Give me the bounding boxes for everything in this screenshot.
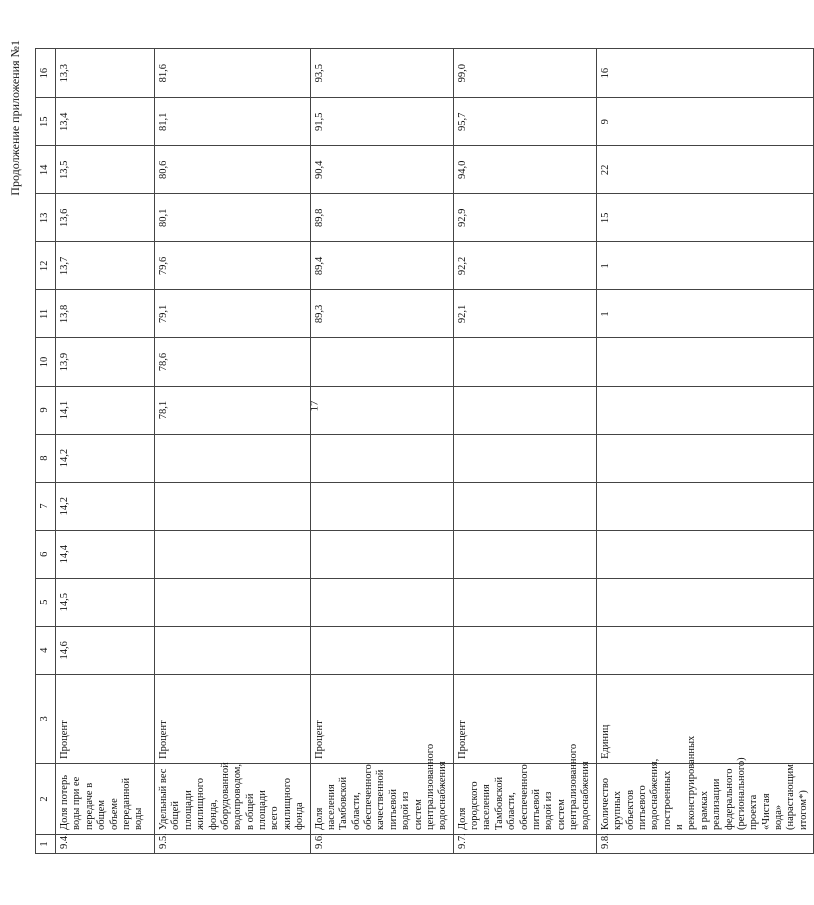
page-number: 17 [308, 400, 321, 412]
unit-cell: Единиц [596, 674, 813, 763]
value-cell: 91,5 [310, 98, 453, 146]
column-header: 5 [36, 578, 56, 626]
value-cell [453, 386, 596, 434]
value-cell: 79,6 [155, 242, 311, 290]
value-cell: 90,4 [310, 146, 453, 194]
column-header: 4 [36, 626, 56, 674]
table-row [155, 49, 311, 854]
column-header: 16 [36, 49, 56, 98]
value-cell [155, 626, 311, 674]
value-cell [310, 482, 453, 530]
value-cell [596, 386, 813, 434]
value-cell [310, 386, 453, 434]
unit-cell: Процент [56, 674, 155, 763]
value-cell: 89,4 [310, 242, 453, 290]
value-cell: 16 [596, 49, 813, 98]
value-cell: 78,6 [155, 338, 311, 386]
unit-cell: Процент [310, 674, 453, 763]
value-cell: 95,7 [453, 98, 596, 146]
indicator-name: Доля населения Тамбовской области, обеспеченного качественной питьевой водой из систем централизованного водоснабжения [310, 763, 453, 834]
value-cell: 89,8 [310, 194, 453, 242]
value-cell: 1 [596, 290, 813, 338]
value-cell: 13,3 [56, 49, 155, 98]
value-cell: 14,2 [56, 434, 155, 482]
value-cell [596, 626, 813, 674]
value-cell [310, 338, 453, 386]
value-cell [453, 578, 596, 626]
row-number: 9.6. [310, 834, 453, 853]
value-cell: 14,6 [56, 626, 155, 674]
column-header: 14 [36, 146, 56, 194]
unit-cell: Процент [453, 674, 596, 763]
value-cell [596, 482, 813, 530]
value-cell [310, 578, 453, 626]
row-number: 9.8. [596, 834, 813, 853]
column-number-row [36, 49, 56, 854]
value-cell: 22 [596, 146, 813, 194]
value-cell: 93,5 [310, 49, 453, 98]
value-cell: 14,1 [56, 386, 155, 434]
value-cell: 99,0 [453, 49, 596, 98]
value-cell: 80,6 [155, 146, 311, 194]
table-row [596, 49, 813, 854]
column-header: 2 [36, 763, 56, 834]
column-header: 9 [36, 386, 56, 434]
indicator-name: Доля потерь воды при ее передаче в общем объеме переданной воды [56, 763, 155, 834]
indicator-name: Удельный вес общей площади жилищного фонда, оборудованной водопроводом, в общей площади всего жилищного фонда [155, 763, 311, 834]
value-cell [155, 530, 311, 578]
indicator-name: Количество крупных объектов питьевого водоснабжения, построенных и реконструированных в рамках реализации федерального (регионального) проекта «Чистая вода» (нарастающим итогом*) [596, 763, 813, 834]
value-cell [310, 530, 453, 578]
value-cell: 92,1 [453, 290, 596, 338]
value-cell [453, 626, 596, 674]
appendix-caption: Продолжение приложения №1 [8, 40, 22, 196]
value-cell [310, 626, 453, 674]
value-cell: 15 [596, 194, 813, 242]
value-cell: 80,1 [155, 194, 311, 242]
value-cell: 14,5 [56, 578, 155, 626]
unit-cell: Процент [155, 674, 311, 763]
row-number: 9.7. [453, 834, 596, 853]
value-cell: 14,2 [56, 482, 155, 530]
value-cell [453, 530, 596, 578]
value-cell: 94,0 [453, 146, 596, 194]
column-header: 6 [36, 530, 56, 578]
indicator-name: Доля городского населения Тамбовской области, обеспеченного питьевой водой из систем централизованного водоснабжения [453, 763, 596, 834]
column-header: 8 [36, 434, 56, 482]
column-header: 15 [36, 98, 56, 146]
table-row [310, 49, 453, 854]
column-header: 10 [36, 338, 56, 386]
column-header: 3 [36, 674, 56, 763]
column-header: 1 [36, 834, 56, 853]
column-header: 11 [36, 290, 56, 338]
column-header: 12 [36, 242, 56, 290]
row-number: 9.5. [155, 834, 311, 853]
value-cell [310, 434, 453, 482]
value-cell: 92,2 [453, 242, 596, 290]
value-cell: 13,6 [56, 194, 155, 242]
row-number: 9.4. [56, 834, 155, 853]
value-cell [155, 482, 311, 530]
value-cell: 1 [596, 242, 813, 290]
value-cell: 13,7 [56, 242, 155, 290]
value-cell [453, 338, 596, 386]
column-header: 13 [36, 194, 56, 242]
value-cell [596, 338, 813, 386]
table-row [56, 49, 155, 854]
value-cell [596, 530, 813, 578]
value-cell [596, 578, 813, 626]
value-cell: 14,4 [56, 530, 155, 578]
value-cell: 81,6 [155, 49, 311, 98]
value-cell [453, 434, 596, 482]
value-cell: 13,5 [56, 146, 155, 194]
value-cell [155, 578, 311, 626]
value-cell: 13,8 [56, 290, 155, 338]
value-cell: 89,3 [310, 290, 453, 338]
column-header: 7 [36, 482, 56, 530]
value-cell: 13,9 [56, 338, 155, 386]
value-cell [596, 434, 813, 482]
value-cell: 13,4 [56, 98, 155, 146]
table-row [453, 49, 596, 854]
value-cell [155, 434, 311, 482]
value-cell: 92,9 [453, 194, 596, 242]
value-cell: 81,1 [155, 98, 311, 146]
value-cell [453, 482, 596, 530]
value-cell: 79,1 [155, 290, 311, 338]
indicators-table [35, 48, 814, 854]
value-cell: 9 [596, 98, 813, 146]
value-cell: 78,1 [155, 386, 311, 434]
